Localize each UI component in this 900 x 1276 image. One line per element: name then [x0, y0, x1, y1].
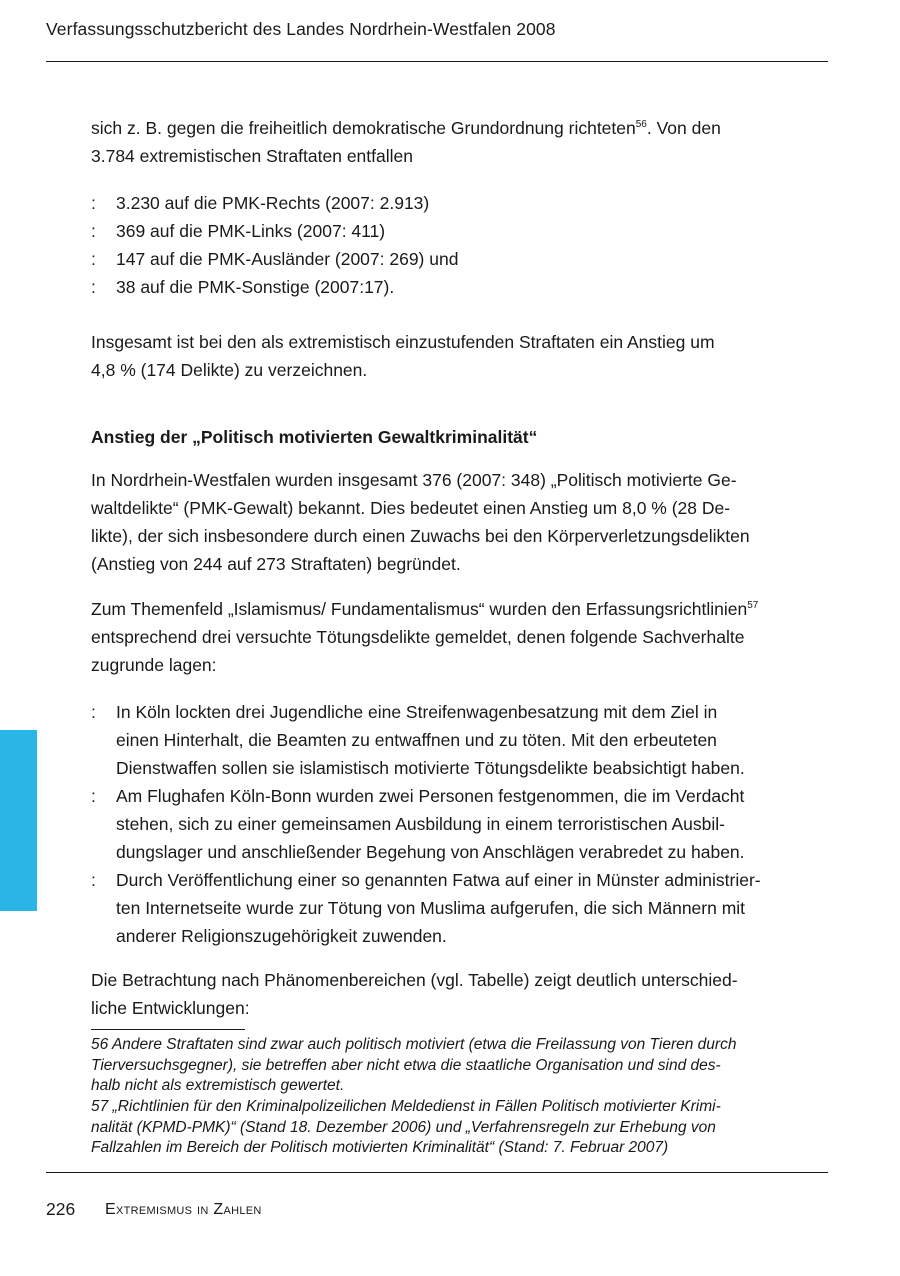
page-number: 226 — [46, 1199, 76, 1219]
footnote-ref-56[interactable]: 56 — [635, 119, 647, 130]
list-item: : 3.230 auf die PMK-Rechts (2007: 2.913) — [91, 189, 831, 217]
list-item: : Am Flughafen Köln-Bonn wurden zwei Personen festgenommen, die im Verdacht stehen, sich zu einer gemeinsamen Ausbildung in einem terroristischen Ausbil- dungslager und anschließender Begehung von Anschlägen verabredet zu haben. — [91, 782, 831, 866]
footnote-57: 57 „Richtlinien für den Kriminalpolizeilichen Meldedienst in Fällen Politisch motivierter Krimi- nalität (KPMD-PMK)“ (Stand 18. Dezember 2006) und „Verfahrensregeln zur Erhebung von Fallzahlen im Bereich der Politisch motivierten Kriminalität“ (Stand: 7. Februar 2007) — [91, 1098, 721, 1156]
list-item: : 369 auf die PMK-Links (2007: 411) — [91, 217, 831, 245]
paragraph-line: likte), der sich insbesondere durch einen Zuwachs bei den Körperverletzungsdelikten — [91, 526, 750, 546]
summary-line: 4,8 % (174 Delikte) zu verzeichnen. — [91, 360, 368, 380]
paragraph-line: zugrunde lagen: — [91, 655, 217, 675]
footer-section-name: Extremismus in Zahlen — [105, 1201, 262, 1218]
summary-line: Insgesamt ist bei den als extremistisch einzustufenden Straftaten ein Anstieg um — [91, 332, 715, 352]
paragraph-line: waltdelikte“ (PMK-Gewalt) bekannt. Dies bedeutet einen Anstieg um 8,0 % (28 De- — [91, 498, 731, 518]
list-item: : 147 auf die PMK-Ausländer (2007: 269) und — [91, 245, 831, 273]
section-heading: Anstieg der „Politisch motivierten Gewaltkriminalität“ — [91, 427, 538, 447]
footnote-ref-57[interactable]: 57 — [747, 600, 759, 611]
list-marker: : — [91, 870, 96, 890]
paragraph-line: Zum Themenfeld „Islamismus/ Fundamentalismus“ wurden den Erfassungsrichtlinien — [91, 599, 748, 619]
list-marker: : — [91, 277, 96, 297]
list-marker: : — [91, 221, 96, 241]
list-marker: : — [91, 786, 96, 806]
page-header-title: Verfassungsschutzbericht des Landes Nordrhein-Westfalen 2008 — [46, 19, 556, 39]
summary-paragraph — [91, 328, 831, 384]
intro-paragraph — [91, 114, 831, 170]
intro-text-end: . Von den — [646, 118, 721, 138]
header-rule — [46, 61, 828, 62]
breakdown-list — [91, 189, 831, 301]
cases-list — [91, 698, 831, 950]
list-marker: : — [91, 193, 96, 213]
list-item: : 38 auf die PMK-Sonstige (2007:17). — [91, 273, 831, 301]
paragraph-line: liche Entwicklungen: — [91, 998, 250, 1018]
closing-paragraph — [91, 966, 831, 1022]
list-item: : In Köln lockten drei Jugendliche eine Streifenwagenbesatzung mit dem Ziel in einen Hinterhalt, die Beamten zu entwaffnen und zu töten. Mit den erbeuteten Dienstwaffen sollen sie islamistisch motivierte Tötungsdelikte beabsichtigt haben. — [91, 698, 831, 782]
paragraph-line: Die Betrachtung nach Phänomenbereichen (vgl. Tabelle) zeigt deutlich unterschied- — [91, 970, 738, 990]
paragraph-line: entsprechend drei versuchte Tötungsdelikte gemeldet, denen folgende Sachverhalte — [91, 627, 745, 647]
violence-paragraph — [91, 466, 831, 578]
list-item: : Durch Veröffentlichung einer so genannten Fatwa auf einer in Münster administrier- ten Internetseite wurde zur Tötung von Muslima aufgerufen, die sich Männern mit anderer Religionszugehörigkeit zuwenden. — [91, 866, 831, 950]
intro-text: sich z. B. gegen die freiheitlich demokratische Grundordnung richteten — [91, 118, 636, 138]
paragraph-line: In Nordrhein-Westfalen wurden insgesamt 376 (2007: 348) „Politisch motivierte Ge- — [91, 470, 737, 490]
footer-rule — [46, 1172, 828, 1173]
islamism-paragraph — [91, 595, 831, 679]
footnote-56: 56 Andere Straftaten sind zwar auch politisch motiviert (etwa die Freilassung von Tieren durch Tierversuchsgegner), sie betreffen aber nicht etwa die staatliche Organisation und sind des- halb nicht als extremistisch gewertet. — [91, 1036, 737, 1094]
footnote-rule — [91, 1029, 245, 1030]
paragraph-line: (Anstieg von 244 auf 273 Straftaten) begründet. — [91, 554, 461, 574]
list-marker: : — [91, 702, 96, 722]
chapter-side-tab — [0, 730, 37, 911]
intro-line: 3.784 extremistischen Straftaten entfallen — [91, 146, 413, 166]
list-marker: : — [91, 249, 96, 269]
